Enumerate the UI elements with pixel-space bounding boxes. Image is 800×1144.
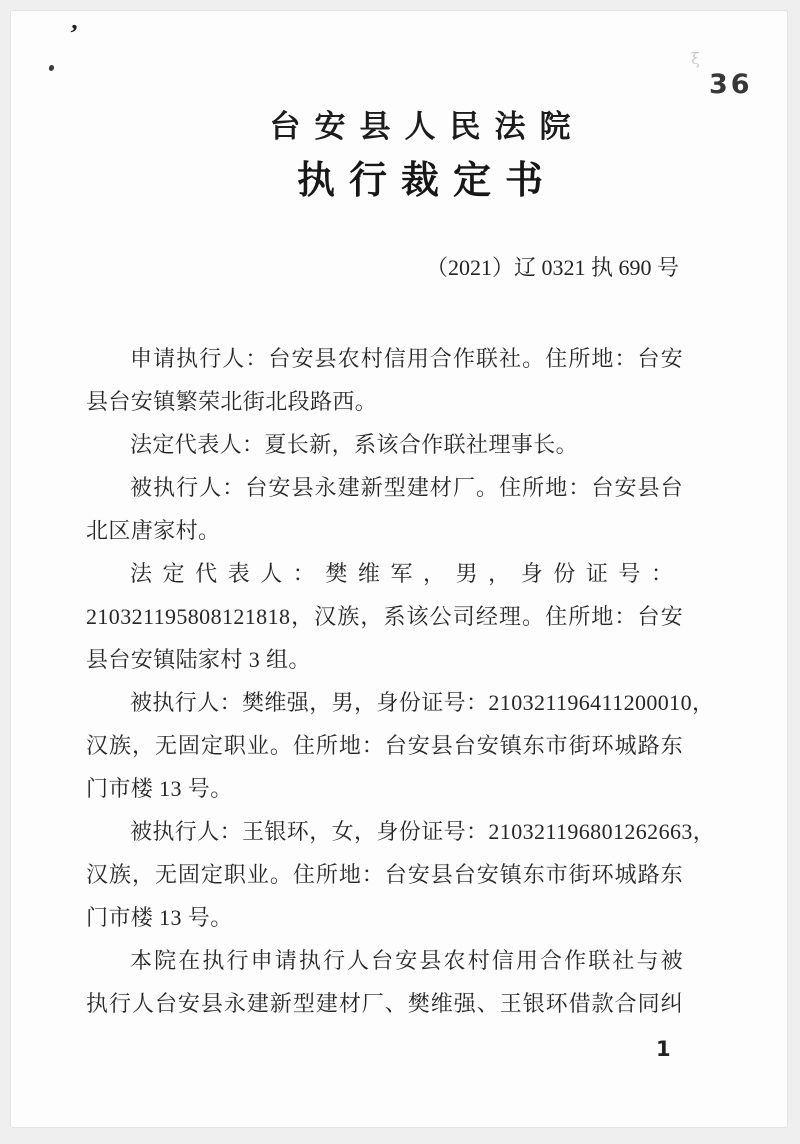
document-line: 被执行人：王银环，女，身份证号：210321196801262663， bbox=[130, 819, 716, 844]
document-line: 门市楼 13 号。 bbox=[86, 905, 233, 930]
document-body bbox=[86, 337, 716, 1025]
document-line: 北区唐家村。 bbox=[86, 518, 221, 543]
document-line: 汉族，无固定职业。住所地：台安县台安镇东市街环城路东 bbox=[86, 862, 683, 887]
document-line: 执行人台安县永建新型建材厂、樊维强、王银环借款合同纠 bbox=[86, 991, 683, 1016]
document-line: 门市楼 13 号。 bbox=[86, 776, 233, 801]
footer-page-number: 1 bbox=[656, 1037, 671, 1061]
document-page bbox=[10, 10, 788, 1128]
document-line: 本院在执行申请执行人台安县农村信用合作联社与被 bbox=[130, 948, 683, 973]
case-number: （2021）辽 0321 执 690 号 bbox=[425, 255, 679, 280]
document-line: 被执行人：樊维强，男，身份证号：210321196411200010， bbox=[130, 690, 715, 715]
stray-squiggle-mark: ξ bbox=[691, 49, 700, 68]
document-line: 县台安镇繁荣北街北段路西。 bbox=[86, 389, 378, 414]
document-line: 210321195808121818，汉族，系该公司经理。住所地：台安 bbox=[86, 604, 683, 629]
document-line: 被执行人：台安县永建新型建材厂。住所地：台安县台 bbox=[130, 475, 683, 500]
document-line: 申请执行人：台安县农村信用合作联社。住所地：台安 bbox=[130, 346, 683, 371]
court-name-title: 台安县人民法院 bbox=[269, 109, 585, 144]
document-type-title: 执行裁定书 bbox=[296, 160, 557, 202]
document-line: 法定代表人：樊维军，男，身份证号： bbox=[130, 561, 683, 586]
document-line: 汉族，无固定职业。住所地：台安县台安镇东市街环城路东 bbox=[86, 733, 683, 758]
document-line: 县台安镇陆家村 3 组。 bbox=[86, 647, 311, 672]
stray-dot-mark bbox=[48, 64, 55, 72]
handwritten-page-label: 36 bbox=[709, 69, 753, 100]
document-line: 法定代表人：夏长新，系该合作联社理事长。 bbox=[130, 432, 579, 457]
stray-ink-mark: ’ bbox=[67, 18, 80, 49]
